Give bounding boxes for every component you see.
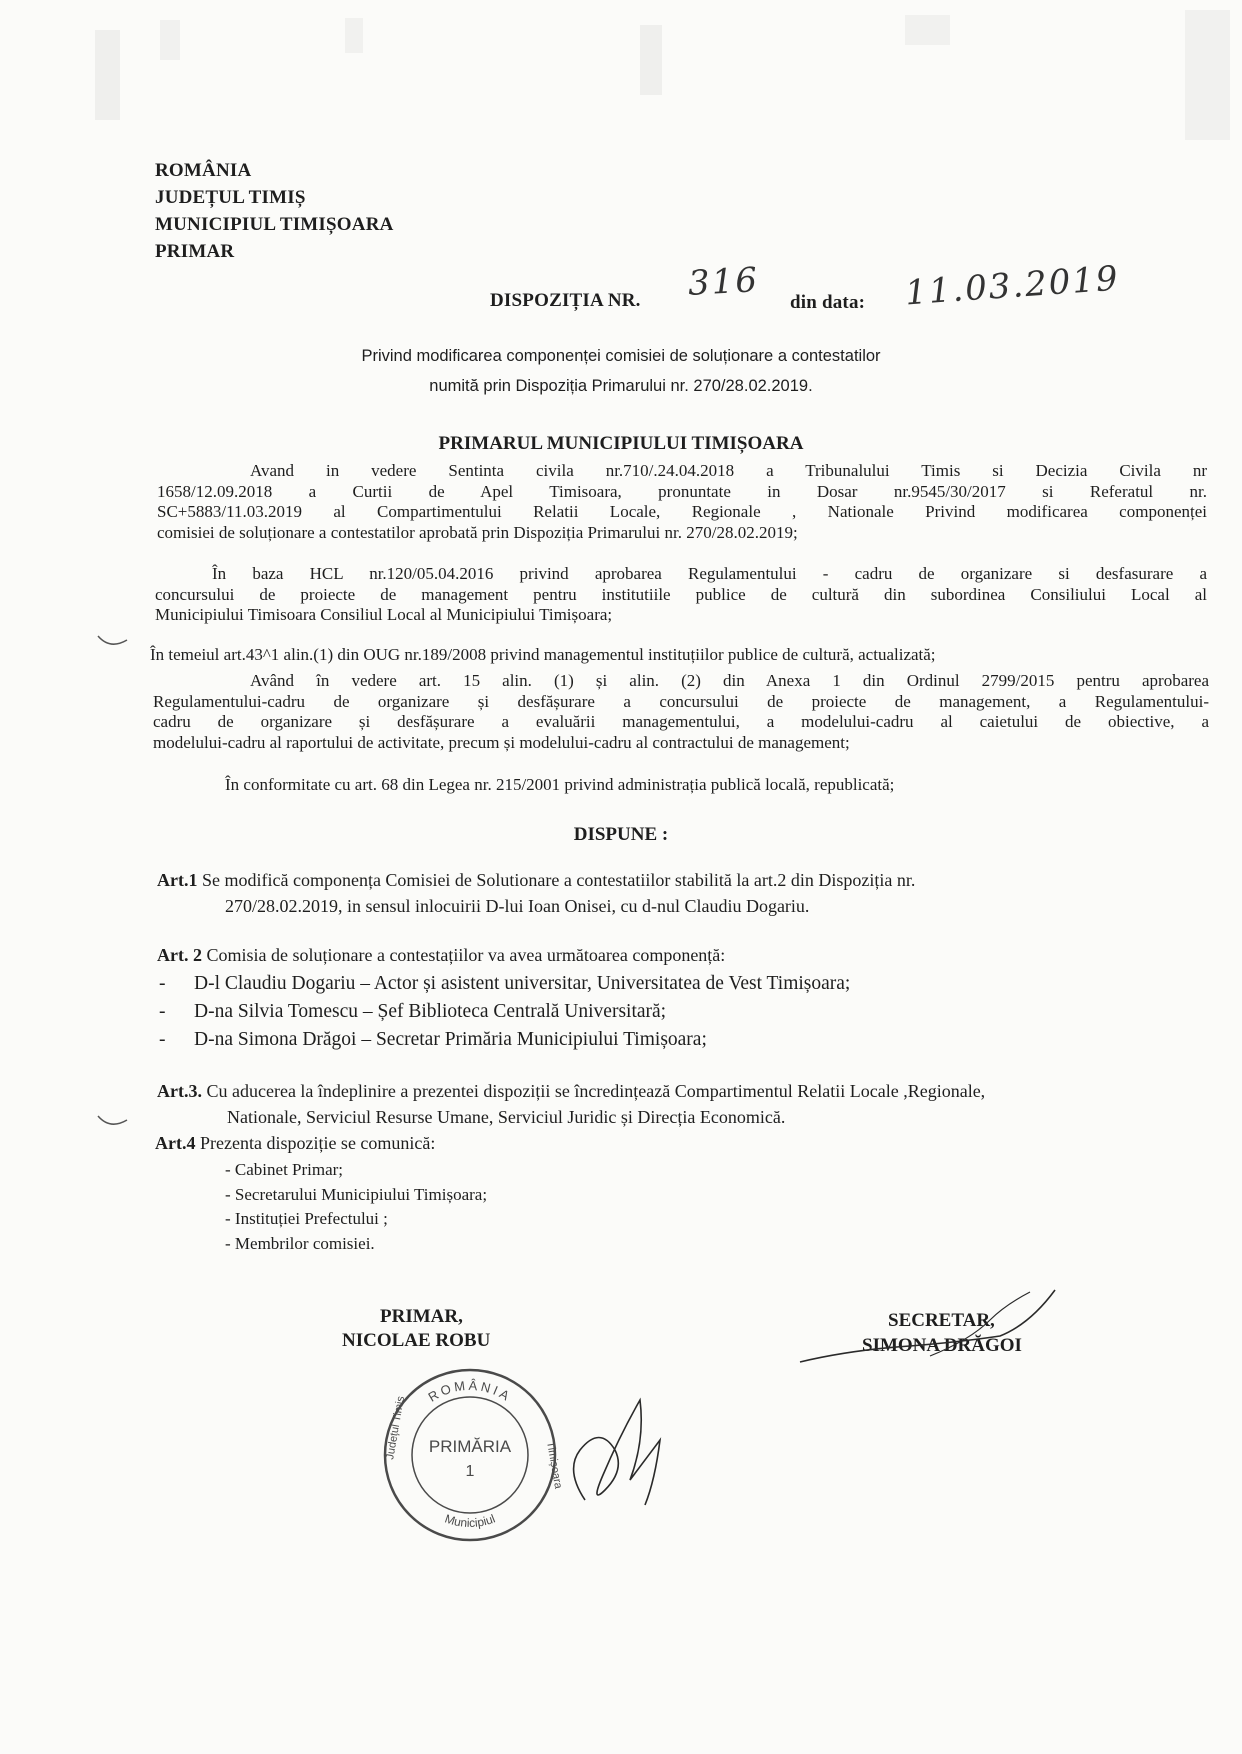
preamble-paragraph-3: În temeiul art.43^1 alin.(1) din OUG nr.189/2008 privind managementul instituțiilor publice de cultură, actualizată; (150, 645, 936, 664)
bullet: - (159, 1001, 166, 1022)
issuer-title: PRIMARUL MUNICIPIULUI TIMIȘOARA (438, 433, 804, 454)
header-office: PRIMAR (155, 241, 235, 262)
article-1 (157, 870, 915, 891)
article-2-intro: Comisia de soluționare a contestațiilor va avea următoarea componență: (206, 945, 726, 965)
preamble-p2-line-3: Municipiului Timisoara Consiliul Local al Municipiului Timișoara; (155, 605, 613, 624)
article-4 (155, 1133, 435, 1154)
article-2 (157, 945, 725, 966)
header-county: JUDEȚUL TIMIȘ (155, 187, 306, 208)
header-municipality: MUNICIPIUL TIMIȘOARA (155, 214, 394, 235)
member-1: D-l Claudiu Dogariu – Actor și asistent universitar, Universitatea de Vest Timișoara; (194, 973, 851, 994)
subject-line-2: numită prin Dispoziția Primarului nr. 270/28.02.2019. (429, 377, 813, 395)
list-item (157, 970, 850, 998)
article-2-label: Art. 2 (157, 945, 202, 965)
preamble-p4-line-4: modelului-cadru al raportului de activitate, precum și modelului-cadru al contractului de management; (153, 732, 850, 752)
list-item (157, 1026, 850, 1054)
dispune-heading: DISPUNE : (573, 824, 669, 845)
signature-left-name: NICOLAE ROBU (342, 1330, 491, 1351)
svg-text:ROMÂNIA (426, 1378, 515, 1405)
preamble-p2-line-2: concursului de proiecte de management pentru institutiile publice de cultură din subordinea Consiliului Local al (155, 584, 1207, 604)
member-2: D-na Silvia Tomescu – Șef Biblioteca Centrală Universitară; (194, 1001, 667, 1022)
stamp-top-text: ROMÂNIA (425, 1377, 515, 1405)
bullet: - (159, 1029, 166, 1050)
article-3-line-1: Cu aducerea la îndeplinire a prezentei dispoziții se încredințează Compartimentul Relatii Locale ,Regionale, (206, 1081, 986, 1101)
article-1-line-2-block: 270/28.02.2019, in sensul inlocuirii D-lui Ioan Onisei, cu d-nul Claudiu Dogariu. (225, 896, 810, 916)
article-4-recipients (225, 1158, 487, 1256)
stamp-bottom-text: Municipiul (442, 1511, 498, 1531)
list-item: - Secretarului Municipiului Timișoara; (225, 1184, 488, 1204)
official-stamp (375, 1360, 565, 1550)
signature-right-name: SIMONA DRĂGOI (862, 1335, 1022, 1356)
secretary-signature (790, 1280, 1070, 1400)
stamp-left-text: Județul Timiș (384, 1395, 408, 1461)
preamble-p4-line-1: Având în vedere art. 15 alin. (1) și alin. (2) din Anexa 1 din Ordinul 2799/2015 pentru aprobarea (250, 671, 1209, 690)
signature-right-title: SECRETAR, (888, 1310, 995, 1331)
header-country: ROMÂNIA (155, 160, 252, 181)
preamble-p1-line-1: Avand in vedere Sentinta civila nr.710/.24.04.2018 a Tribunalului Timis si Decizia Civila nr (250, 461, 1207, 480)
preamble-p4-line-3: cadru de organizare și desfășurare a evaluării managementului, a modelului-cadru al caietului de obiective, a (153, 712, 1209, 731)
stamp-number: 1 (465, 1463, 475, 1480)
stamp-center-text: PRIMĂRIA (428, 1437, 512, 1456)
article-1-line-1: Se modifică componența Comisiei de Solutionare a contestatiilor stabilită la art.2 din Dispoziția nr. (201, 870, 916, 890)
list-item (157, 998, 850, 1026)
disposition-date-label: din data: (790, 292, 866, 313)
subject-line-1: Privind modificarea componenței comisiei de soluționare a contestatilor (361, 347, 881, 365)
preamble-paragraph-2 (155, 564, 1207, 626)
scan-noise (0, 0, 1242, 140)
svg-text:Municipiul (443, 1511, 497, 1530)
preamble-paragraph-4 (153, 671, 1209, 753)
stamp-right-text: Timișoara (544, 1440, 565, 1490)
article-3-line-2-block: Nationale, Serviciul Resurse Umane, Serviciul Juridic și Direcția Economică. (227, 1107, 786, 1127)
preamble-paragraph-5: În conformitate cu art. 68 din Legea nr. 215/2001 privind administrația publică locală, republicată; (225, 775, 895, 794)
article-4-label: Art.4 (155, 1133, 196, 1153)
article-3-label: Art.3. (157, 1081, 202, 1101)
margin-tick-mark (95, 628, 135, 658)
disposition-number-handwritten: 316 (687, 260, 760, 304)
disposition-date-handwritten: 11.03.2019 (903, 258, 1121, 314)
list-item: - Cabinet Primar; (225, 1160, 344, 1179)
signature-left-title: PRIMAR, (380, 1306, 463, 1327)
preamble-p1-line-2: 1658/12.09.2018 a Curtii de Apel Timisoara, pronuntate in Dosar nr.9545/30/2017 si Referatul nr. (157, 481, 1207, 501)
article-1-label: Art.1 (157, 870, 198, 890)
article-3 (157, 1081, 985, 1102)
list-item: - Instituției Prefectului ; (225, 1209, 388, 1228)
preamble-p4-line-2: Regulamentului-cadru de organizare și desfășurare a concursului de proiecte de management, a Regulamentului- (153, 691, 1209, 711)
list-item: - Membrilor comisiei. (225, 1233, 375, 1253)
disposition-number-label: DISPOZIȚIA NR. (490, 290, 641, 311)
article-4-intro: Prezenta dispoziție se comunică: (199, 1133, 436, 1153)
bullet: - (159, 973, 166, 994)
preamble-p2-line-1: În baza HCL nr.120/05.04.2016 privind aprobarea Regulamentului - cadru de organizare si desfasurare a (212, 564, 1207, 583)
preamble-p1-line-3: SC+5883/11.03.2019 al Compartimentului Relatii Locale, Regionale , Nationale Privind modificarea componenței (157, 502, 1207, 521)
preamble-paragraph-1 (157, 461, 1207, 543)
mayor-signature (545, 1380, 675, 1520)
margin-tick-mark (95, 1108, 135, 1138)
member-3: D-na Simona Drăgoi – Secretar Primăria Municipiului Timișoara; (194, 1029, 707, 1050)
preamble-p1-line-4: comisiei de soluționare a contestatilor aprobată prin Dispoziția Primarului nr. 270/28.02.2019; (157, 522, 798, 542)
article-2-member-list (157, 970, 850, 1054)
